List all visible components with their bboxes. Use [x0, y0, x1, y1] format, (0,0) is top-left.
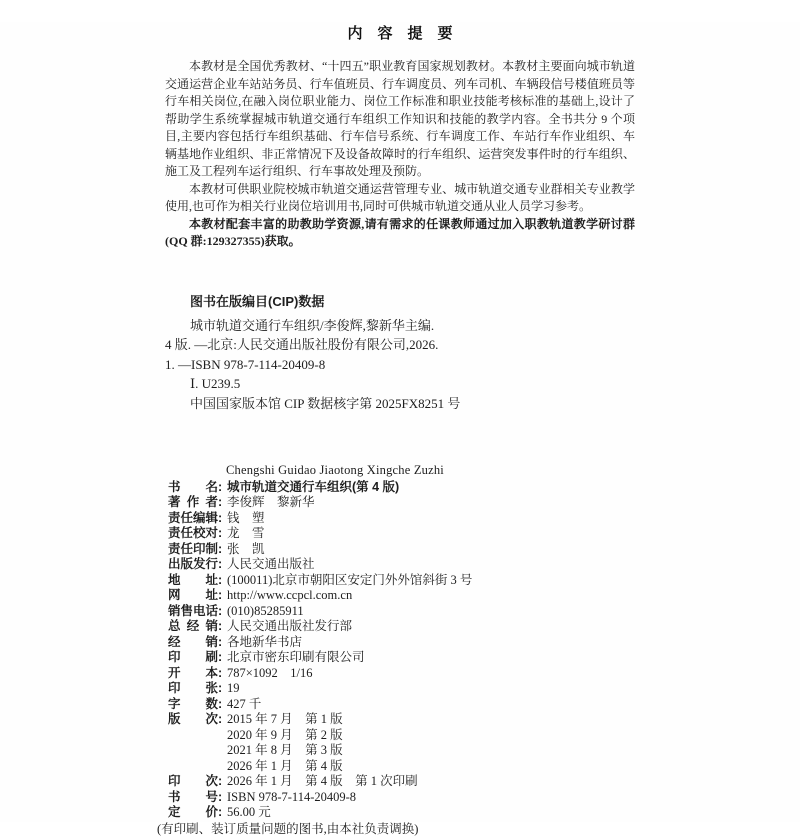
detail-label: 印次: [168, 774, 218, 790]
detail-row-sheets: [168, 681, 800, 697]
detail-value: 人民交通出版社: [227, 557, 800, 573]
detail-label: 总经销: [168, 619, 218, 635]
detail-value: 钱 塑: [227, 511, 800, 527]
detail-value: 2021 年 8 月 第 3 版: [227, 743, 800, 759]
detail-label: 经销: [168, 635, 218, 651]
detail-row-publisher: [168, 557, 800, 573]
detail-row-sales-phone: [168, 604, 800, 620]
detail-label: 责任印制: [168, 542, 218, 558]
detail-row-authors: [168, 495, 800, 511]
detail-colon: :: [218, 790, 227, 806]
detail-value: 张 凯: [227, 542, 800, 558]
cip-block: [165, 291, 800, 414]
detail-label: 责任校对: [168, 526, 218, 542]
detail-value: 787×1092 1/16: [227, 666, 800, 682]
content-summary: [165, 58, 635, 251]
detail-row-isbn: [168, 790, 800, 806]
detail-value: 城市轨道交通行车组织(第 4 版): [227, 480, 800, 496]
detail-colon: :: [218, 697, 227, 713]
cip-classification: Ⅰ. U239.5: [190, 374, 800, 394]
detail-value: 各地新华书店: [227, 635, 800, 651]
detail-colon: :: [218, 774, 227, 790]
resource-notice: 本教材配套丰富的助教助学资源,请有需求的任课教师通过加入职教轨道教学研讨群(QQ 群:129327355)获取。: [165, 216, 635, 251]
cip-edition-publisher: 4 版. —北京:人民交通出版社股份有限公司,2026.: [165, 335, 800, 355]
page-title: 内 容 提 要: [0, 22, 800, 43]
detail-label: 版次: [168, 712, 218, 728]
detail-value: 2015 年 7 月 第 1 版: [227, 712, 800, 728]
detail-label: 书号: [168, 790, 218, 806]
cip-title-statement: 城市轨道交通行车组织/李俊辉,黎新华主编.: [190, 316, 800, 336]
detail-label: 责任编辑: [168, 511, 218, 527]
detail-colon: :: [218, 650, 227, 666]
detail-value: 2020 年 9 月 第 2 版: [227, 728, 800, 744]
detail-colon: :: [218, 557, 227, 573]
detail-colon: :: [218, 712, 227, 728]
detail-value: (100011)北京市朝阳区安定门外外馆斜街 3 号: [227, 573, 800, 589]
cip-isbn: 1. —ISBN 978-7-114-20409-8: [165, 355, 800, 375]
detail-value: 北京市密东印刷有限公司: [227, 650, 800, 666]
detail-value: 2026 年 1 月 第 4 版 第 1 次印刷: [227, 774, 800, 790]
detail-colon: :: [218, 604, 227, 620]
detail-label: 地址: [168, 573, 218, 589]
detail-colon: :: [218, 495, 227, 511]
detail-row-edition-3: [168, 743, 800, 759]
detail-colon: :: [218, 573, 227, 589]
publication-details: [168, 463, 800, 837]
detail-row-print-supervisor: [168, 542, 800, 558]
detail-label: 网址: [168, 588, 218, 604]
detail-label: 书名: [168, 480, 218, 496]
detail-label: 出版发行: [168, 557, 218, 573]
summary-paragraph-2: 本教材可供职业院校城市轨道交通运营管理专业、城市轨道交通专业群相关专业教学使用,也可作为相关行业岗位培训用书,同时可供城市轨道交通从业人员学习参考。: [165, 181, 635, 216]
detail-value: 427 千: [227, 697, 800, 713]
copyright-page: [0, 22, 800, 822]
detail-row-printer: [168, 650, 800, 666]
detail-row-impression: [168, 774, 800, 790]
detail-value: http://www.ccpcl.com.cn: [227, 588, 800, 604]
detail-value: 2026 年 1 月 第 4 版: [227, 759, 800, 775]
detail-value: 龙 雪: [227, 526, 800, 542]
detail-label: 印张: [168, 681, 218, 697]
detail-row-editor: [168, 511, 800, 527]
detail-row-price: [168, 805, 800, 821]
detail-colon: :: [218, 805, 227, 821]
detail-value: 56.00 元: [227, 805, 800, 821]
detail-label: 印刷: [168, 650, 218, 666]
detail-colon: :: [218, 480, 227, 496]
detail-row-word-count: [168, 697, 800, 713]
detail-colon: :: [218, 526, 227, 542]
detail-label: 字数: [168, 697, 218, 713]
detail-colon: :: [218, 542, 227, 558]
detail-row-edition-4: [168, 759, 800, 775]
detail-row-edition-1: [168, 712, 800, 728]
detail-label: 开本: [168, 666, 218, 682]
detail-colon: :: [218, 666, 227, 682]
detail-row-retailer: [168, 635, 800, 651]
cip-record-number: 中国国家版本馆 CIP 数据核字第 2025FX8251 号: [190, 394, 800, 414]
detail-row-edition-2: [168, 728, 800, 744]
detail-value: ISBN 978-7-114-20409-8: [227, 790, 800, 806]
detail-label: 定价: [168, 805, 218, 821]
detail-colon: :: [218, 635, 227, 651]
quality-note: (有印刷、装订质量问题的图书,由本社负责调换): [157, 822, 800, 837]
detail-value: 19: [227, 681, 800, 697]
summary-paragraph-1: 本教材是全国优秀教材、“十四五”职业教育国家规划教材。本教材主要面向城市轨道交通运营企业车站站务员、行车值班员、行车调度员、列车司机、车辆段信号楼值班员等行车相关岗位,在融入岗位职业能力、岗位工作标准和职业技能考核标准的基础上,设计了帮助学生系统掌握城市轨道交通行车组织工作知识和技能的教学内容。全书共分 9 个项目,主要内容包括行车组织基础、行车信号系统、行车调度工作、车站行车作业组织、车辆基地作业组织、非正常情况下及设备故障时的行车组织、运营突发事件时的行车组织、施工及工程列车运行组织、行车事故处理及预防。: [165, 58, 635, 181]
cip-header: 图书在版编目(CIP)数据: [190, 291, 800, 310]
detail-value: 李俊辉 黎新华: [227, 495, 800, 511]
detail-row-title: [168, 480, 800, 496]
detail-value: 人民交通出版社发行部: [227, 619, 800, 635]
detail-colon: :: [218, 619, 227, 635]
detail-row-address: [168, 573, 800, 589]
detail-label: 销售电话: [168, 604, 218, 620]
detail-label: 著作者: [168, 495, 218, 511]
detail-value: (010)85285911: [227, 604, 800, 620]
detail-colon: :: [218, 588, 227, 604]
detail-row-proofreader: [168, 526, 800, 542]
pinyin-title: Chengshi Guidao Jiaotong Xingche Zuzhi: [226, 463, 800, 479]
detail-row-distributor: [168, 619, 800, 635]
detail-colon: :: [218, 681, 227, 697]
detail-row-website: [168, 588, 800, 604]
detail-colon: :: [218, 511, 227, 527]
detail-row-format: [168, 666, 800, 682]
